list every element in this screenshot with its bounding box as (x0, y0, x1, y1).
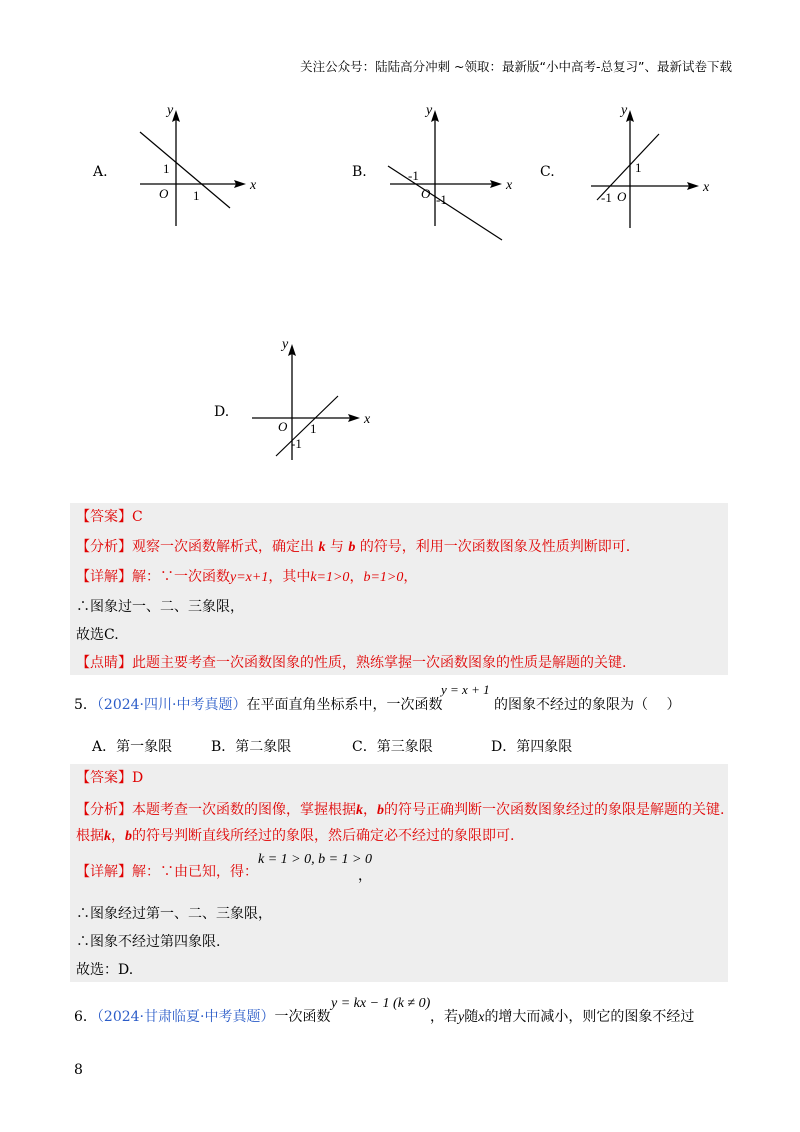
q6-source: （2024·甘肃临夏·中考真题） (96, 1009, 275, 1025)
x-axis-label: x (250, 178, 257, 193)
x-intercept-label: -1 (601, 190, 612, 205)
q5-line-3: ∴图象不经过第四象限. (76, 934, 221, 950)
graph-a (130, 100, 260, 230)
origin-label: O (278, 419, 288, 434)
page-header: 关注公众号：陆陆高分冲刺 ~领取：最新版“小中高考-总复习”、最新试卷下载 (300, 59, 732, 74)
q5-analysis-line-1: 【分析】本题考查一次函数的图像，掌握根据k，b的符号正确判断一次函数图象经过的象限是解题的关键. (76, 802, 725, 818)
q5-analysis-line-2: 根据k，b的符号判断直线所经过的象限，然后确定必不经过的象限即可. (76, 828, 515, 844)
origin-label: O (421, 186, 431, 201)
graph-d (248, 334, 378, 464)
q4-comment-line: 【点睛】此题主要考查一次函数图象的性质，熟练掌握一次函数图象的性质是解题的关键. (76, 655, 627, 671)
q6-stem: 6．（2024·甘肃临夏·中考真题）一次函数 (74, 1009, 331, 1025)
x-axis-label: x (703, 180, 710, 195)
y-axis-label: y (282, 337, 289, 352)
graph-c (585, 100, 720, 235)
q4-conclusion-line: ∴图象过一、二、三象限， (76, 599, 244, 615)
q5-choice-a[interactable]: A．第一象限 (92, 739, 173, 755)
origin-label: O (617, 189, 627, 204)
page-number: 8 (74, 1062, 83, 1078)
y-axis-label: y (426, 103, 433, 118)
x-axis-label: x (506, 178, 513, 193)
y-intercept-label: 1 (163, 161, 170, 176)
origin-label: O (159, 186, 169, 201)
answer-tag: 【答案】 (76, 509, 132, 525)
q5-choice-c[interactable]: C．第三象限 (352, 739, 433, 755)
graph-b (380, 100, 520, 245)
q4-choice-line: 故选C. (76, 627, 119, 643)
q5-stem-end: 的图象不经过的象限为（ ） (494, 697, 681, 713)
x-intercept-label: -1 (408, 168, 419, 183)
q5-solution-box (70, 764, 728, 982)
q4-solution-box (70, 503, 728, 675)
x-intercept-label: 1 (193, 188, 200, 203)
q5-detail-formula: k = 1 > 0, b = 1 > 0 (258, 852, 373, 867)
y-axis-label: y (167, 103, 174, 118)
option-b-label: B. (352, 164, 367, 180)
option-c-label: C. (540, 164, 555, 180)
y-intercept-label: 1 (635, 160, 642, 175)
q5-answer-line: 【答案】D (76, 770, 144, 786)
q5-detail-end: ， (358, 868, 372, 884)
q6-stem-end: ，若y随x的增大而减小，则它的图象不经过 (430, 1009, 695, 1025)
q5-choice-b[interactable]: B．第二象限 (211, 739, 292, 755)
x-intercept-label: 1 (310, 421, 317, 436)
q4-answer-line: 【答案】C (76, 509, 143, 525)
option-a-label: A. (93, 164, 108, 180)
q5-formula: y = x + 1 (441, 682, 490, 697)
q5-line-4: 故选：D. (76, 962, 134, 978)
q4-analysis-line: 【分析】观察一次函数解析式，确定出 k 与 b 的符号，利用一次函数图象及性质判断即可. (76, 539, 631, 555)
q5-choice-d[interactable]: D．第四象限 (491, 739, 573, 755)
q4-detail-line: 【详解】解：∵一次函数y=x+1，其中k=1>0，b=1>0， (76, 569, 418, 585)
q6-formula: y = kx − 1 (k ≠ 0) (331, 996, 431, 1011)
option-d-label: D. (214, 404, 230, 420)
y-intercept-label: -1 (436, 192, 447, 207)
x-axis-label: x (364, 412, 371, 427)
q5-detail-line: 【详解】解：∵由已知，得： (76, 864, 258, 880)
q5-line-2: ∴图象经过第一、二、三象限， (76, 906, 272, 922)
y-intercept-label: -1 (291, 436, 302, 451)
q5-stem: 5．（2024·四川·中考真题）在平面直角坐标系中，一次函数 (74, 697, 443, 713)
y-axis-label: y (621, 103, 628, 118)
q5-source: （2024·四川·中考真题） (96, 697, 247, 713)
